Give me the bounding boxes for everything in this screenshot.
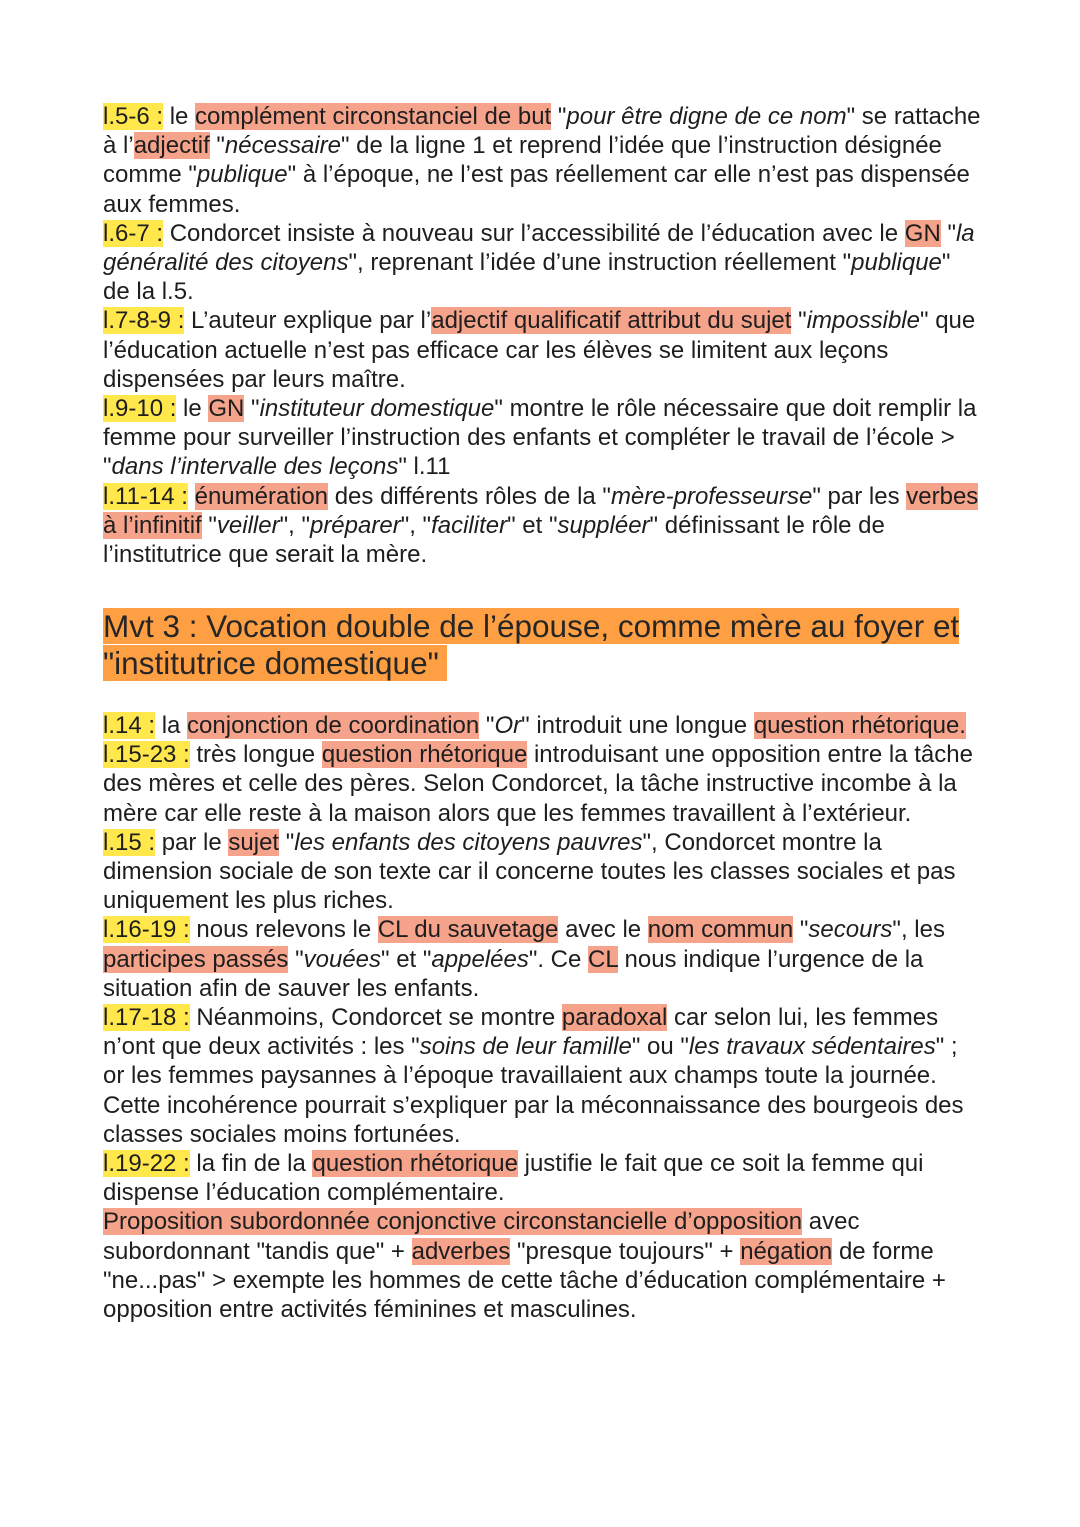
quoted-citation: suppléer: [557, 511, 650, 539]
body-text: ", ": [400, 511, 432, 539]
body-text: Condorcet insiste à nouveau sur l’accessibilité de l’éducation avec le: [163, 219, 905, 247]
highlighted-term: question rhétorique.: [753, 712, 966, 739]
quoted-citation: Or: [494, 712, 522, 739]
body-text: " ; or les femmes paysannes à l’époque travaillaient aux champs toute la journée. Cette incohérence pourrait s’expliquer par la méconnaissance des bourgeois des classes sociales moins fortunées.: [103, 1033, 964, 1148]
body-text: ": [791, 307, 807, 335]
annotation-paragraph: [103, 711, 983, 740]
quoted-citation: appelées: [431, 945, 529, 973]
highlighted-term: adjectif: [133, 132, 210, 160]
line-reference: l.19-22 :: [103, 1150, 190, 1178]
highlighted-term: adverbes: [411, 1237, 511, 1265]
line-reference: l.14 :: [103, 712, 156, 739]
body-text: ", Condorcet montre la dimension sociale de son texte car il concerne toutes les classes sociales et pas uniquement les plus riches.: [103, 828, 956, 915]
body-text: ", ": [279, 511, 310, 539]
body-text: ". Ce: [528, 945, 589, 973]
body-text: L’auteur explique par l’: [184, 307, 432, 335]
quoted-citation: impossible: [806, 307, 920, 335]
body-text: " de la ligne 1 et reprend l’idée que l’instruction désignée comme ": [103, 132, 942, 189]
body-text: justifie le fait que ce soit la femme qui dispense l’éducation complémentaire.: [103, 1150, 924, 1207]
line-reference: l.11-14 :: [103, 482, 188, 510]
line-reference: l.16-19 :: [103, 916, 190, 944]
highlighted-term: complément circonstanciel de but: [195, 103, 552, 130]
body-text: ": [551, 103, 567, 130]
body-text: " montre le rôle nécessaire que doit remplir la femme pour surveiller l’instruction des enfants et compléter le travail de l’école > ": [103, 395, 977, 481]
annotation-paragraph: [103, 102, 983, 219]
quoted-citation: préparer: [309, 511, 401, 539]
quoted-citation: instituteur domestique: [259, 395, 495, 423]
body-text: "presque toujours" +: [510, 1237, 741, 1265]
heading-text: Mvt 3 : Vocation double de l’épouse, comme mère au foyer et "institutrice domestique": [103, 608, 960, 681]
annotation-paragraph: [103, 482, 983, 570]
body-text: car selon lui, les femmes n’ont que deux activités : les ": [103, 1004, 939, 1061]
line-reference: l.15-23 :: [103, 741, 190, 769]
body-text: ": [940, 219, 956, 247]
body-text: ", les: [892, 916, 945, 944]
body-text: " et ": [507, 511, 558, 539]
body-text: nous relevons le: [189, 916, 378, 944]
annotation-paragraph: [103, 306, 983, 394]
body-text: avec subordonnant "tandis que" +: [103, 1208, 860, 1265]
highlighted-term: CL: [588, 945, 618, 973]
body-text: " se rattache à l’: [103, 103, 981, 160]
highlighted-term: question rhétorique: [321, 741, 528, 769]
highlighted-term: paradoxal: [561, 1004, 668, 1032]
body-text: ": [793, 916, 809, 944]
quoted-citation: publique: [196, 161, 288, 189]
highlighted-term: participes passés: [103, 945, 289, 973]
body-text: le: [163, 103, 196, 130]
highlighted-term: négation: [740, 1237, 833, 1265]
body-text: ": [288, 945, 304, 973]
body-text: ": [201, 511, 217, 539]
quoted-citation: pour être digne de ce nom: [566, 103, 847, 130]
highlighted-term: verbes à l’infinitif: [103, 482, 979, 539]
body-text: la fin de la: [189, 1150, 313, 1178]
section-movement-3-analysis: [103, 711, 983, 1324]
body-text: de forme "ne...pas" > exempte les hommes de cette tâche d’éducation complémentaire + opposition entre activités féminines et masculines.: [103, 1237, 946, 1324]
body-text: [188, 483, 195, 510]
body-text: la: [155, 712, 188, 739]
body-text: " par les: [812, 482, 907, 510]
annotation-paragraph: [103, 828, 983, 916]
body-text: très longue: [189, 741, 322, 769]
body-text: " et ": [381, 945, 432, 973]
body-text: introduisant une opposition entre la tâche des mères et celle des pères. Selon Condorcet, la tâche instructive incombe à la mère car elle reste à la maison alors que les femmes travaillent à l’extérieur.: [103, 741, 973, 827]
quoted-citation: dans l’intervalle des leçons: [111, 453, 399, 481]
quoted-citation: mère-professeurse: [610, 482, 813, 510]
line-reference: l.5-6 :: [103, 103, 164, 130]
body-text: Néanmoins, Condorcet se montre: [189, 1004, 562, 1032]
body-text: " introduit une longue: [521, 712, 754, 739]
highlighted-term: adjectif qualificatif attribut du sujet: [431, 307, 792, 335]
body-text: des différents rôles de la ": [328, 482, 611, 510]
quoted-citation: vouées: [303, 945, 382, 973]
body-text: " définissant le rôle de l’institutrice que serait la mère.: [103, 511, 885, 569]
annotation-paragraph: [103, 219, 983, 307]
quoted-citation: soins de leur famille: [419, 1033, 632, 1061]
section-heading-mvt-3: [103, 608, 983, 682]
annotation-paragraph: [103, 1207, 983, 1324]
body-text: ": [279, 828, 295, 856]
highlighted-term: CL du sauvetage: [377, 916, 559, 944]
body-text: ": [244, 395, 260, 423]
body-text: nous indique l’urgence de la situation afin de sauver les enfants.: [103, 945, 924, 1002]
highlighted-term: énumération: [194, 482, 329, 510]
annotation-paragraph: [103, 915, 983, 1003]
line-reference: l.6-7 :: [103, 219, 164, 247]
body-text: ": [209, 132, 225, 160]
section-movement-2-analysis: [103, 102, 983, 569]
body-text: ", reprenant l’idée d’une instruction réellement ": [348, 249, 852, 277]
highlighted-term: conjonction de coordination: [187, 712, 480, 739]
highlighted-term: sujet: [228, 828, 280, 856]
body-text: " que l’éducation actuelle n’est pas efficace car les élèves se limitent aux leçons dispensées par leurs maître.: [103, 307, 976, 393]
line-reference: l.15 :: [103, 828, 156, 856]
quoted-citation: veiller: [216, 511, 280, 539]
quoted-citation: publique: [851, 249, 942, 277]
annotation-paragraph: [103, 740, 983, 828]
body-text: par le: [155, 828, 229, 856]
annotation-paragraph: [103, 394, 983, 482]
body-text: " à l’époque, ne l’est pas réellement car elle n’est pas dispensée aux femmes.: [103, 161, 970, 218]
line-reference: l.7-8-9 :: [103, 307, 185, 335]
quoted-citation: la généralité des citoyens: [103, 219, 975, 277]
quoted-citation: secours: [808, 916, 893, 944]
highlighted-term: Proposition subordonnée conjonctive circonstancielle d’opposition: [103, 1208, 803, 1236]
body-text: " de la l.5.: [103, 249, 951, 306]
quoted-citation: les enfants des citoyens pauvres: [294, 828, 643, 856]
annotation-paragraph: [103, 1149, 983, 1207]
highlighted-term: GN: [208, 395, 245, 423]
highlighted-term: nom commun: [647, 916, 794, 944]
quoted-citation: faciliter: [431, 511, 508, 539]
body-text: " l.11: [398, 453, 451, 481]
highlighted-term: question rhétorique: [312, 1150, 518, 1178]
body-text: avec le: [558, 916, 648, 944]
body-text: " ou ": [631, 1033, 689, 1061]
quoted-citation: nécessaire: [224, 132, 341, 160]
line-reference: l.9-10 :: [103, 395, 177, 423]
body-text: ": [479, 712, 495, 739]
line-reference: l.17-18 :: [103, 1004, 190, 1032]
annotation-paragraph: [103, 1003, 983, 1149]
body-text: le: [176, 395, 209, 423]
quoted-citation: les travaux sédentaires: [688, 1033, 936, 1061]
highlighted-term: GN: [904, 219, 941, 247]
